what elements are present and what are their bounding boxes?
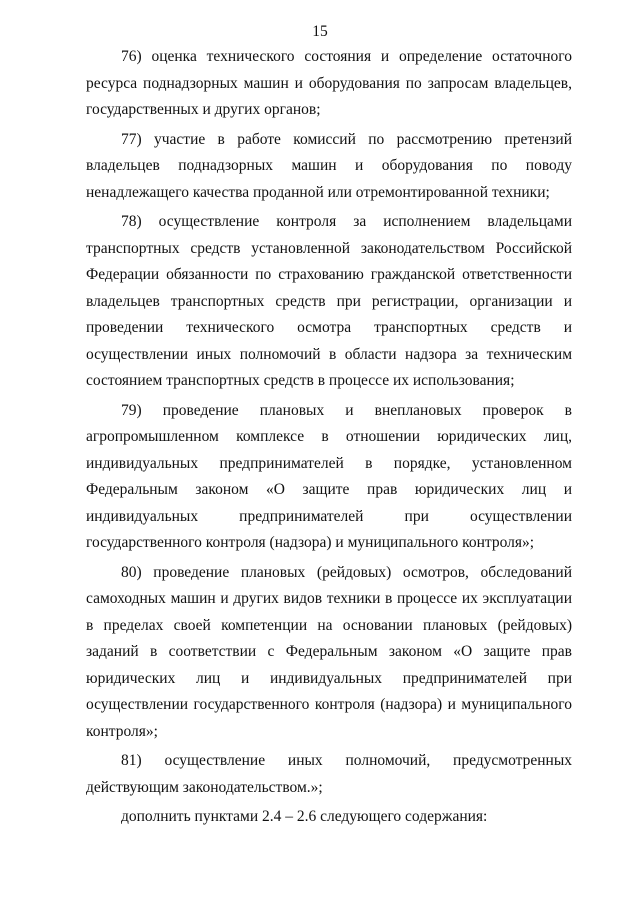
paragraph-item-77: 77) участие в работе комиссий по рассмотрению претензий владельцев поднадзорных машин и оборудования по поводу ненадлежащего качества проданной или отремонтированной техники; xyxy=(86,130,572,201)
paragraph-item-81: 81) осуществление иных полномочий, предусмотренных действующим законодательством.»; xyxy=(86,752,572,796)
paragraph-item-78: 78) осуществление контроля за исполнением владельцами транспортных средств установленной законодательством Российской Федерации обязанности по страхованию гражданской ответственности владельцев транспортных средств при регистрации, организации и проведении технического осмотра транспортных средств и осуществлении иных полномочий в области надзора за техническим состоянием транспортных средств в процессе их использования; xyxy=(86,213,572,389)
document-body xyxy=(86,44,572,834)
page-number: 15 xyxy=(312,23,328,40)
amendment-instruction: дополнить пунктами 2.4 – 2.6 следующего содержания: xyxy=(121,808,488,825)
paragraph-item-79: 79) проведение плановых и внеплановых проверок в агропромышленном комплексе в отношении юридических лиц, индивидуальных предпринимателей в порядке, установленном Федеральным законом «О защите прав юридических лиц и индивидуальных предпринимателей при осуществлении государственного контроля (надзора) и муниципального контроля»; xyxy=(86,401,572,551)
paragraph-item-80: 80) проведение плановых (рейдовых) осмотров, обследований самоходных машин и других видов техники в процессе их эксплуатации в пределах своей компетенции на основании плановых (рейдовых) заданий в соответствии с Федеральным законом «О защите прав юридических лиц и индивидуальных предпринимателей при осуществлении государственного контроля (надзора) и муниципального контроля»; xyxy=(86,563,572,740)
paragraph-item-76: 76) оценка технического состояния и определение остаточного ресурса поднадзорных машин и оборудования по запросам владельцев, государственных и других органов; xyxy=(86,48,572,118)
